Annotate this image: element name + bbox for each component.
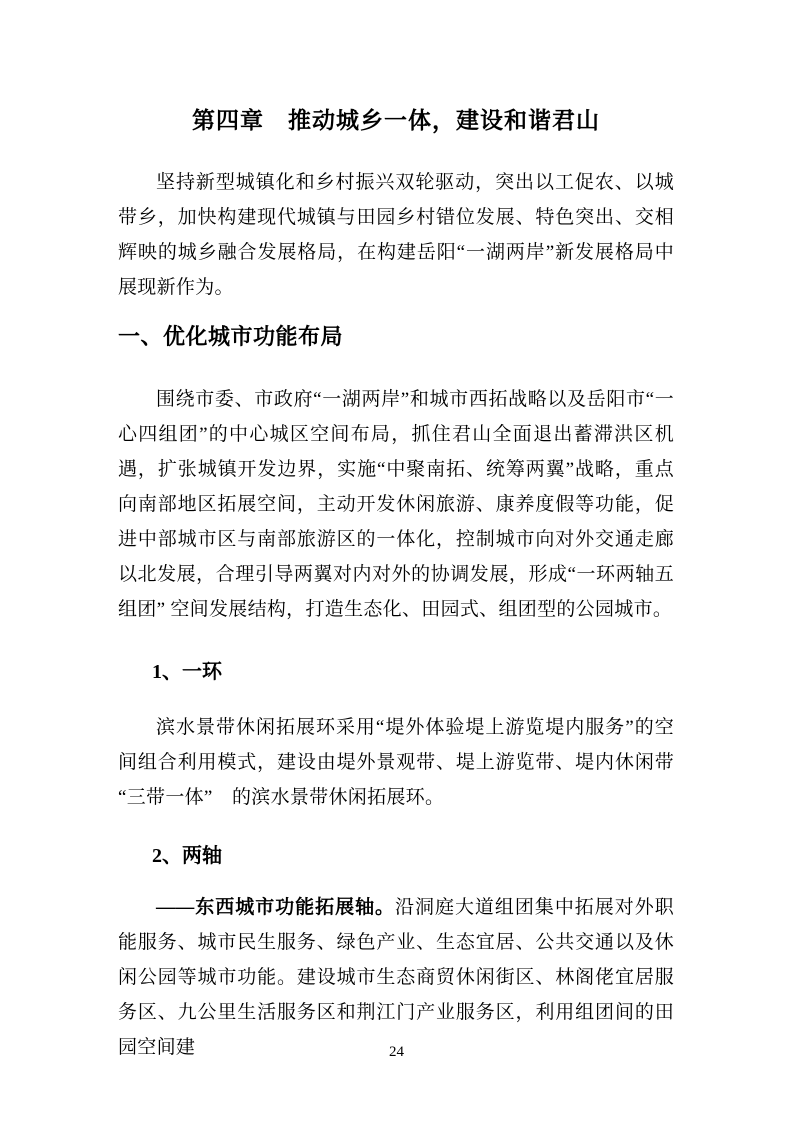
chapter-title: 第四章 推动城乡一体，建设和谐君山 [192, 108, 600, 133]
page-number: 24 [389, 1044, 404, 1060]
section-heading-optimize-city-layout: 一、优化城市功能布局 [118, 324, 344, 349]
section-paragraph: 围绕市委、市政府“一湖两岸”和城市西拓战略以及岳阳市“一心四组团”的中心城区空间布局，抓住君山全面退出蓄滞洪区机遇，扩张城镇开发边界，实施“中聚南拓、统筹两翼”战略，重点向南部地区拓展空间，主动开发休闲旅游、康养度假等功能，促进中部城市区与南部旅游区的一体化，控制城市向对外交通走廊以北发展，合理引导两翼对内对外的协调发展，形成“一环两轴五组团” 空间发展结构，打造生态化、田园式、组团型的公园城市。 [118, 389, 674, 620]
intro-paragraph: 坚持新型城镇化和乡村振兴双轮驱动，突出以工促农、以城带乡，加快构建现代城镇与田园乡村错位发展、特色突出、交相辉映的城乡融合发展格局，在构建岳阳“一湖两岸”新发展格局中展现新作为。 [118, 172, 674, 298]
subsection-heading-two-axes: 2、两轴 [152, 845, 222, 867]
paragraph-rest: 沿洞庭大道组团集中拓展对外职能服务、城市民生服务、绿色产业、生态宜居、公共交通以及休闲公园等城市功能。建设城市生态商贸休闲街区、林阁佬宜居服务区、九公里生活服务区和荆江门产业服务区，利用组团间的田园空间建 [118, 897, 675, 1058]
subsection-heading-one-ring: 1、一环 [152, 661, 222, 683]
subsection-paragraph-one-ring: 滨水景带休闲拓展环采用“堤外体验堤上游览堤内服务”的空间组合利用模式，建设由堤外景观带、堤上游览带、堤内休闲带“三带一体” 的滨水景带休闲拓展环。 [118, 717, 674, 808]
paragraph-lead-bold: ——东西城市功能拓展轴。 [156, 897, 396, 918]
subsection-paragraph-two-axes [118, 890, 674, 1065]
